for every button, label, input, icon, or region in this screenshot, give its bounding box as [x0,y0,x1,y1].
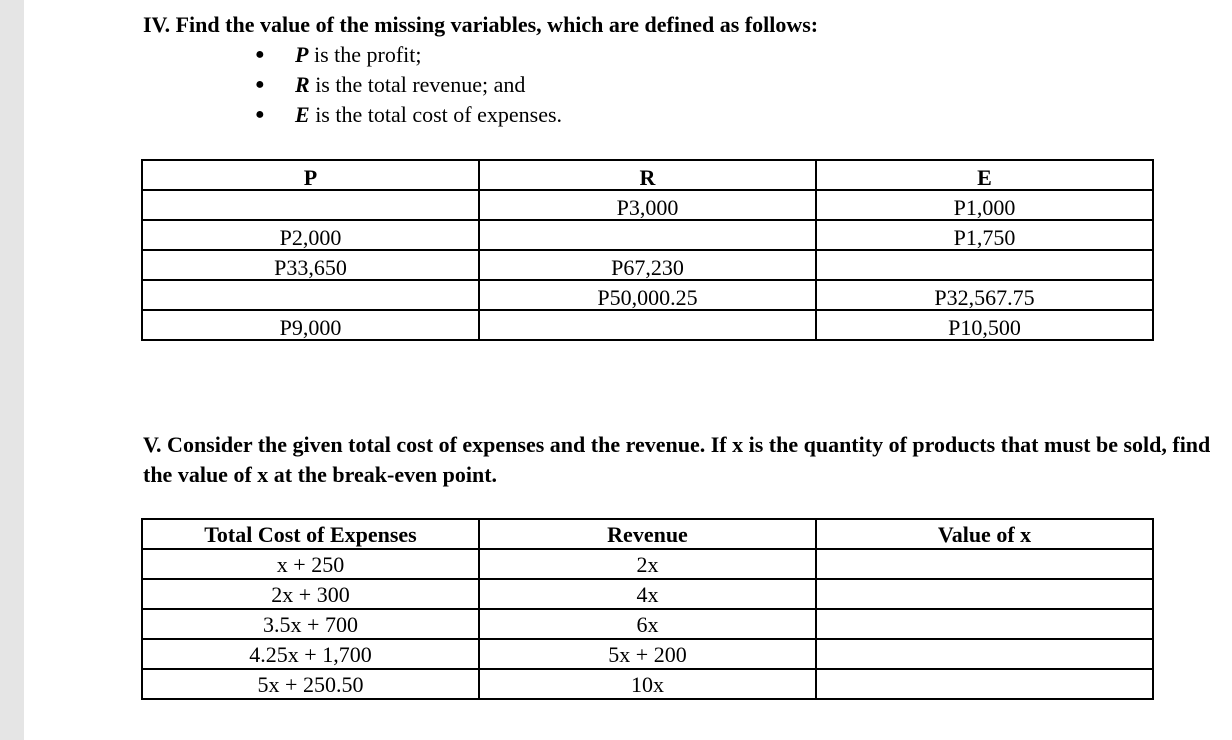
cell-r: P67,230 [479,250,816,280]
cell-r: P50,000.25 [479,280,816,310]
cell-e: P1,000 [816,190,1153,220]
cell-value-of-x [816,669,1153,699]
cell-r [479,310,816,340]
cell-total-cost: x + 250 [142,549,479,579]
cell-e: P10,500 [816,310,1153,340]
table-header-row [142,160,1153,190]
definition-text: is the total revenue; and [309,72,526,97]
table-row [142,250,1153,280]
cell-p: P33,650 [142,250,479,280]
cell-r: P3,000 [479,190,816,220]
header-e: E [816,160,1153,190]
cell-revenue: 4x [479,579,816,609]
profit-table [141,159,1154,341]
cell-revenue: 6x [479,609,816,639]
table-row [142,669,1153,699]
cell-revenue: 10x [479,669,816,699]
cell-total-cost: 3.5x + 700 [142,609,479,639]
table-row [142,639,1153,669]
header-value-of-x: Value of x [816,519,1153,549]
cell-e: P1,750 [816,220,1153,250]
header-p: P [142,160,479,190]
definition-item-p [255,40,562,70]
cell-p: P2,000 [142,220,479,250]
cell-p: P9,000 [142,310,479,340]
table-row [142,549,1153,579]
header-r: R [479,160,816,190]
header-revenue: Revenue [479,519,816,549]
cell-p [142,280,479,310]
cell-e: P32,567.75 [816,280,1153,310]
table-row [142,579,1153,609]
table-row [142,190,1153,220]
definition-item-r [255,70,562,100]
definition-text: is the profit; [308,42,422,67]
table-row [142,310,1153,340]
definition-var: R [295,72,310,97]
cell-e [816,250,1153,280]
definition-var: E [295,102,310,127]
page-left-gutter [0,0,24,740]
break-even-table [141,518,1154,700]
cell-total-cost: 5x + 250.50 [142,669,479,699]
cell-value-of-x [816,579,1153,609]
definitions-list [255,40,562,130]
cell-revenue: 2x [479,549,816,579]
table-header-row [142,519,1153,549]
cell-p [142,190,479,220]
section-5-heading: V. Consider the given total cost of expenses and the revenue. If x is the quantity of products that must be sold, find the value of x at the break-even point. [143,432,1211,487]
table-row [142,280,1153,310]
cell-revenue: 5x + 200 [479,639,816,669]
cell-r [479,220,816,250]
cell-total-cost: 2x + 300 [142,579,479,609]
definition-var: P [295,42,309,67]
definition-text: is the total cost of expenses. [309,102,563,127]
table-row [142,220,1153,250]
table-row [142,609,1153,639]
cell-value-of-x [816,639,1153,669]
cell-value-of-x [816,609,1153,639]
header-total-cost: Total Cost of Expenses [142,519,479,549]
definition-item-e [255,100,562,130]
cell-value-of-x [816,549,1153,579]
cell-total-cost: 4.25x + 1,700 [142,639,479,669]
section-4-heading: IV. Find the value of the missing variables, which are defined as follows: [143,12,819,37]
